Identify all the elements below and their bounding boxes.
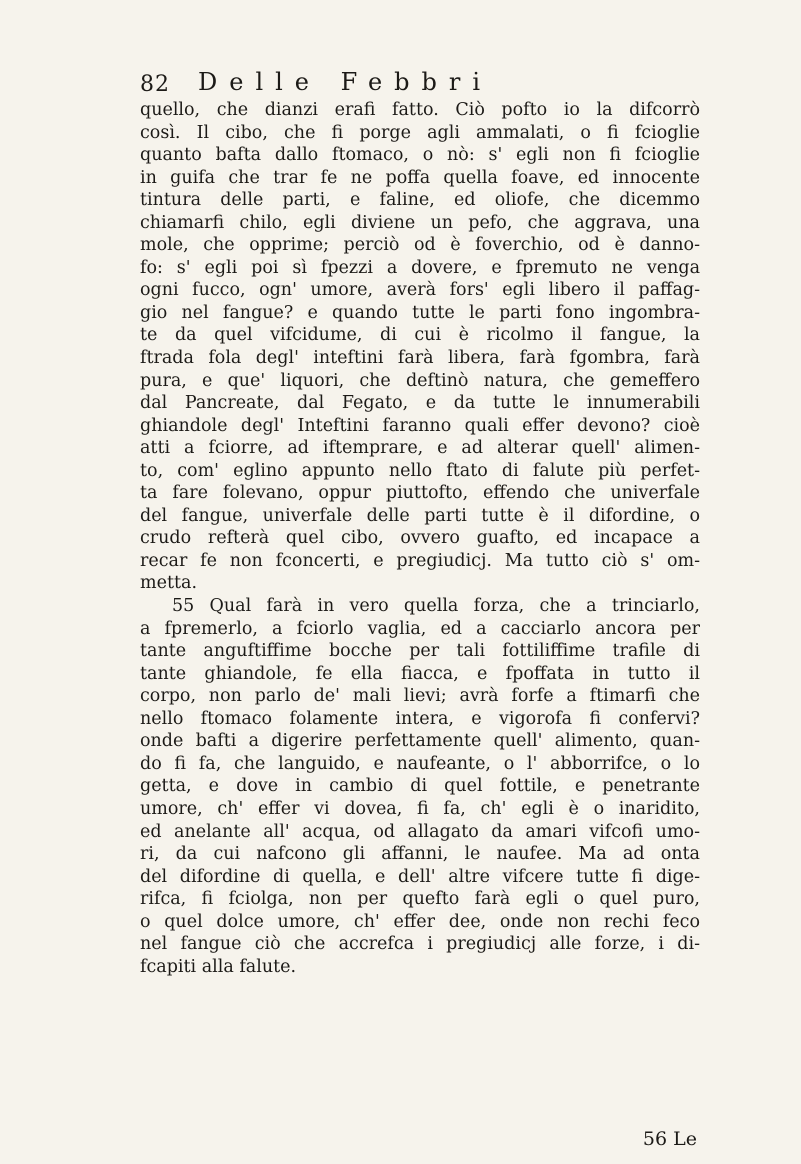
- text-line: fo: s' egli poi sì fpezzi a dovere, e fpremuto ne venga: [140, 257, 700, 278]
- text-line: in guifa che trar fe ne poffa quella foave, ed innocente: [140, 167, 700, 188]
- text-line: chiamarfi chilo, egli diviene un pefo, che aggrava, una: [140, 212, 700, 233]
- text-line: mole, che opprime; perciò od è foverchio, od è danno-: [140, 235, 700, 256]
- text-line: o quel dolce umore, ch' effer dee, onde non rechi feco: [140, 911, 700, 932]
- text-line: quanto bafta dallo ftomaco, o nò: s' egli non fi fcioglie: [140, 145, 700, 166]
- text-line: tintura delle parti, e faline, ed oliofe, che dicemmo: [140, 190, 700, 211]
- text-line: fcapiti alla falute.: [140, 956, 297, 977]
- text-line: ri, da cui nafcono gli affanni, le naufee. Ma ad onta: [140, 844, 700, 865]
- text-line: ed anelante all' acqua, od allagato da amari vifcofi umo-: [140, 821, 700, 842]
- text-line: to, com' eglino appunto nello ftato di falute più perfet-: [140, 460, 700, 481]
- text-line: umore, ch' effer vi dovea, fi fa, ch' egli è o inaridito,: [140, 798, 700, 819]
- paragraph-start-line: 55 Qual farà in vero quella forza, che a trinciarlo,: [172, 596, 700, 617]
- text-line: pura, e que' liquori, che deftinò natura, che gemeffero: [140, 370, 700, 391]
- text-line: dal Pancreate, dal Fegato, e da tutte le innumerabili: [140, 393, 700, 414]
- text-line: recar fe non fconcerti, e pregiudicj. Ma tutto ciò s' om-: [140, 550, 700, 571]
- catchword: 56 Le: [642, 1128, 697, 1150]
- text-line: ta fare folevano, oppur piuttofto, effendo che univerfale: [140, 483, 700, 504]
- running-title: Delle Febbri: [198, 68, 493, 96]
- text-line: rifca, fi fciolga, non per quefto farà egli o quel puro,: [140, 889, 700, 910]
- text-line: a fpremerlo, a fciorlo vaglia, ed a cacciarlo ancora per: [140, 618, 700, 639]
- text-line: ftrada fola degl' inteftini farà libera, farà fgombra, farà: [140, 348, 700, 369]
- page-header: [140, 68, 700, 100]
- text-line: del fangue, univerfale delle parti tutte è il difordine, o: [140, 505, 700, 526]
- text-line: ghiandole degl' Inteftini faranno quali effer devono? cioè: [140, 415, 700, 436]
- text-line: così. Il cibo, che fi porge agli ammalati, o fi fcioglie: [140, 122, 700, 143]
- text-line: corpo, non parlo de' mali lievi; avrà forfe a ftimarfi che: [140, 686, 700, 707]
- page-number: 82: [140, 72, 170, 97]
- text-line: metta.: [140, 573, 198, 594]
- text-line: getta, e dove in cambio di quel fottile, e penetrante: [140, 776, 700, 797]
- text-line: do fi fa, che languido, e naufeante, o l' abborrifce, o lo: [140, 753, 700, 774]
- text-line: gio nel fangue? e quando tutte le parti fono ingombra-: [140, 302, 700, 323]
- text-line: crudo refterà quel cibo, ovvero guafto, ed incapace a: [140, 528, 700, 549]
- text-line: onde bafti a digerire perfettamente quell' alimento, quan-: [140, 731, 700, 752]
- text-line: quello, che dianzi erafi fatto. Ciò pofto io la difcorrò: [140, 100, 700, 120]
- text-line: te da quel vifcidume, di cui è ricolmo il fangue, la: [140, 325, 700, 346]
- body-text: [140, 99, 700, 978]
- text-line: del difordine di quella, e dell' altre vifcere tutte fi dige-: [140, 866, 700, 887]
- text-line: nel fangue ciò che accrefca i pregiudicj alle forze, i di-: [140, 934, 700, 955]
- text-line: tante anguftiffime bocche per tali fottiliffime trafile di: [140, 641, 700, 662]
- text-line: atti a fciorre, ad iftemprare, e ad alterar quell' alimen-: [140, 438, 700, 459]
- text-line: nello ftomaco folamente intera, e vigorofa fi confervi?: [140, 708, 700, 729]
- text-line: ogni fucco, ogn' umore, averà fors' egli libero il paffag-: [140, 280, 700, 301]
- text-line: tante ghiandole, fe ella fiacca, e fpoffata in tutto il: [140, 663, 700, 684]
